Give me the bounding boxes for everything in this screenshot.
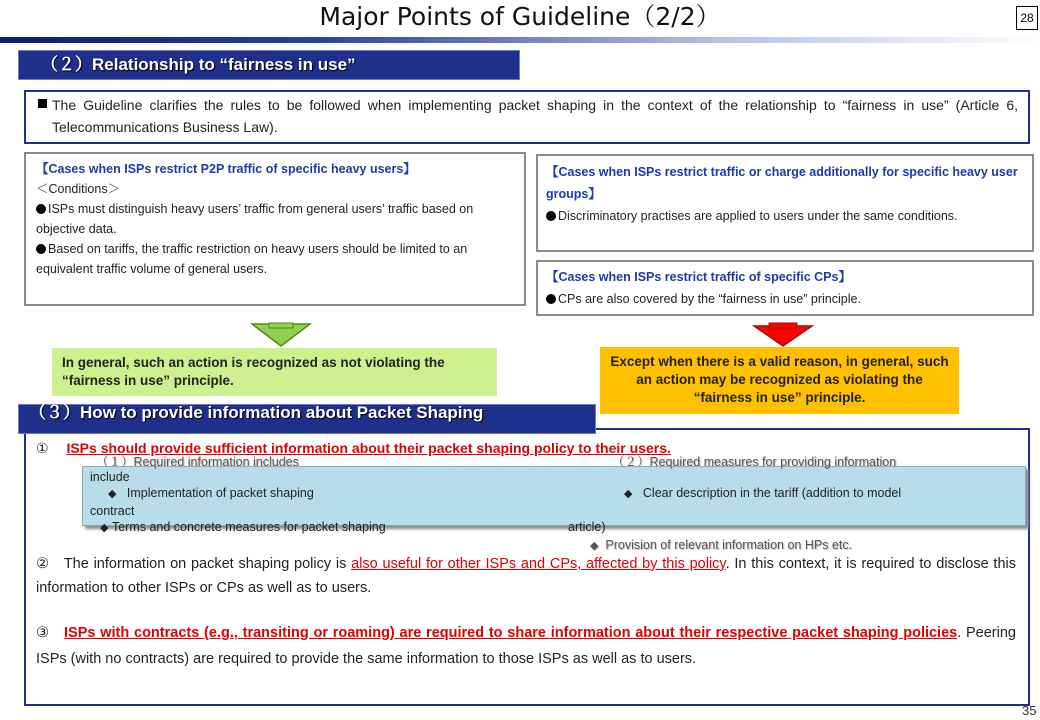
case-groups-item1-text: Discriminatory practises are applied to users under the same conditions. — [558, 209, 958, 223]
case-p2p-box — [24, 152, 526, 306]
point3-text-post: . Peering ISPs (with no contracts) are required to provide the same information to those ISPs as well as to users. — [36, 625, 1016, 667]
case-cps-title: 【Cases when ISPs restrict traffic of specific CPs】 — [546, 270, 851, 284]
measure-item-hp-text: Provision of relevant information on HPs etc. — [605, 538, 853, 552]
case-cps-item1-text: CPs are also covered by the “fairness in use” principle. — [558, 292, 861, 306]
bullet-dot-icon — [36, 204, 46, 214]
section3-header: （３）How to provide information about Packet Shaping — [18, 404, 596, 434]
section2-header: （２）Relationship to “fairness in use” — [18, 50, 520, 80]
point3-number: ③ — [36, 625, 50, 641]
info-item-implementation — [108, 486, 314, 500]
intro-text: The Guideline clarifies the rules to be followed when implementing packet shaping in the context of the relationship to “fairness in use” (Article 6, Telecommunications Business Law). — [52, 97, 1018, 135]
measure-item-tariff-cont: article) — [568, 520, 606, 534]
case-heavy-user-groups-box — [536, 154, 1034, 252]
point2-text-highlight: also useful for other ISPs and CPs, affected by this policy — [351, 556, 726, 572]
diamond-bullet-icon: ◆ — [624, 488, 633, 500]
diamond-bullet-icon: ◆ — [108, 488, 117, 500]
point2 — [36, 552, 1016, 600]
case-cps-item — [546, 288, 1024, 310]
slide-number-box: 28 — [1016, 6, 1038, 30]
point2-number: ② — [36, 556, 50, 572]
point1-text: ISPs should provide sufficient information about their packet shaping policy to their users. — [66, 440, 671, 456]
case-p2p-conditions: ＜Conditions＞ — [36, 182, 121, 196]
page-title: Major Points of Guideline（2/2） — [319, 2, 721, 31]
case-p2p-item2-text: Based on tariffs, the traffic restriction on heavy users should be limited to an equivalent traffic volume of general users. — [36, 242, 468, 276]
info-item-implementation-text: Implementation of packet shaping — [126, 486, 314, 500]
square-bullet-icon — [38, 99, 47, 108]
point1-number: ① — [36, 440, 49, 456]
case-p2p-title: 【Cases when ISPs restrict P2P traffic of specific heavy users】 — [36, 162, 416, 176]
info-item-terms-text: Terms and concrete measures for packet shaping — [111, 520, 386, 534]
case-p2p-item — [36, 199, 514, 239]
case-groups-item — [546, 205, 1024, 227]
required-info-heading-overflow: include — [90, 470, 130, 484]
info-item-overflow: contract — [90, 504, 135, 518]
diamond-bullet-icon: ◆ — [590, 540, 599, 552]
case-groups-title: 【Cases when ISPs restrict traffic or charge additionally for specific heavy user groups】 — [546, 165, 1018, 201]
bullet-dot-icon — [546, 211, 556, 221]
measure-item-tariff — [624, 486, 901, 500]
point2-text-pre: The information on packet shaping policy is — [63, 556, 347, 572]
point2-text-post: . In this context, it is required to disclose this information to other ISPs or CPs as well as to users. — [36, 556, 1016, 596]
case-p2p-item — [36, 239, 514, 279]
measure-item-hp — [590, 538, 852, 552]
required-measures-heading: （２）Required measures for providing information — [612, 455, 897, 469]
info-item-terms — [100, 520, 386, 534]
case-p2p-item1-text: ISPs must distinguish heavy users’ traffic from general users’ traffic based on objective data. — [36, 202, 474, 236]
point3-text-highlight: ISPs with contracts (e.g., transiting or roaming) are required to share information about their respective packet shaping policies — [64, 625, 958, 641]
verdict-may-violate: Except when there is a valid reason, in general, such an action may be recognized as violating the “fairness in use” principle. — [600, 347, 959, 414]
required-info-heading: （１）Required information includes — [96, 455, 299, 469]
verdict-not-violating: In general, such an action is recognized as not violating the “fairness in use” principle. — [52, 348, 497, 396]
bullet-dot-icon — [36, 244, 46, 254]
measure-item-tariff-text: Clear description in the tariff (addition to model — [642, 486, 902, 500]
green-down-arrow-icon — [250, 322, 312, 348]
point3 — [36, 620, 1016, 672]
case-specific-cps-box — [536, 260, 1034, 316]
page-number: 35 — [1022, 703, 1037, 718]
diamond-bullet-icon: ◆ — [100, 522, 109, 534]
red-down-arrow-icon — [752, 322, 814, 348]
section2-intro-box — [24, 90, 1030, 144]
title-divider — [0, 37, 1040, 43]
bullet-dot-icon — [546, 294, 556, 304]
